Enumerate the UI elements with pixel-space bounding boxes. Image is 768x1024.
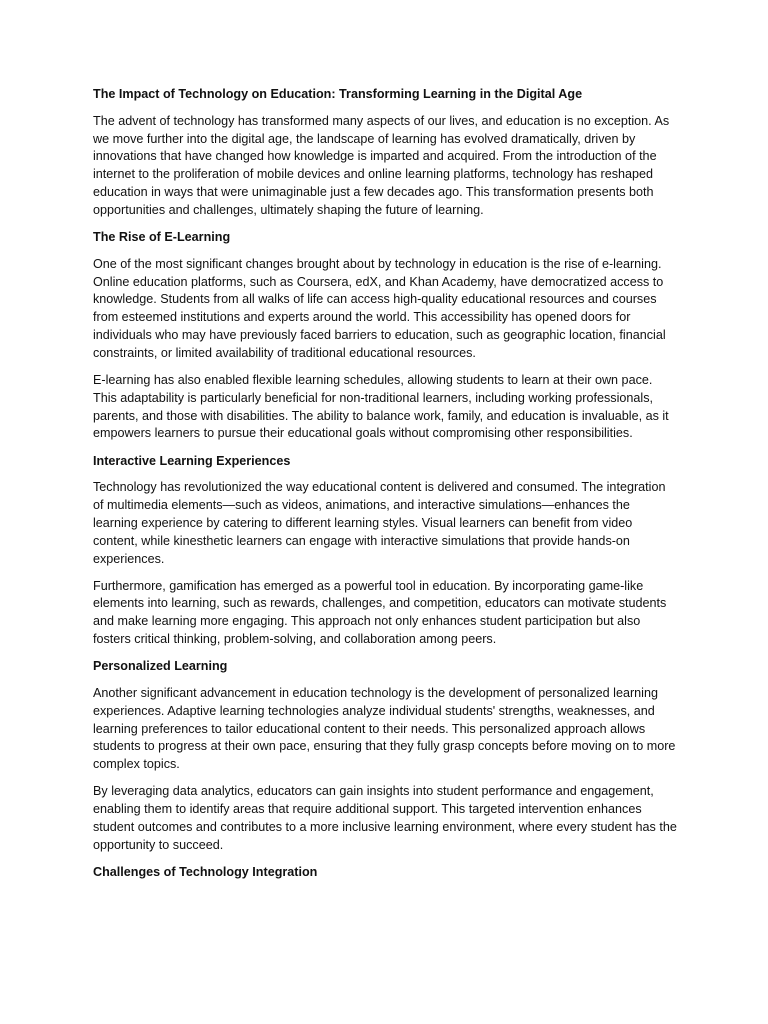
paragraph: E-learning has also enabled flexible learning schedules, allowing students to learn at their own pace. This adaptability is particularly beneficial for non-traditional learners, including working professionals, parents, and those with disabilities. The ability to balance work, family, and education is invaluable, as it empowers learners to pursue their educational goals without compromising other responsibilities. — [93, 372, 669, 441]
section-heading-personalized-learning: Personalized Learning — [93, 659, 228, 674]
paragraph: Another significant advancement in education technology is the development of personalized learning experiences. Adaptive learning technologies analyze individual students' strengths, weaknesses, and learning preferences to tailor educational content to their needs. This personalized approach allows students to progress at their own pace, ensuring that they fully grasp concepts before moving on to more complex topics. — [93, 686, 676, 772]
paragraph: One of the most significant changes brought about by technology in education is the rise of e-learning. Online education platforms, such as Coursera, edX, and Khan Academy, have democratized access to knowledge. Students from all walks of life can access high-quality educational resources and courses from esteemed institutions and experts around the world. This accessibility has opened doors for individuals who may have previously faced barriers to education, such as geographic location, financial constraints, or limited availability of traditional educational resources. — [93, 256, 666, 360]
section-heading-challenges: Challenges of Technology Integration — [93, 865, 318, 880]
document-page — [93, 86, 677, 891]
section-heading-e-learning: The Rise of E-Learning — [93, 229, 231, 244]
section-heading-interactive-learning: Interactive Learning Experiences — [93, 453, 291, 468]
intro-paragraph: The advent of technology has transformed many aspects of our lives, and education is no exception. As we move further into the digital age, the landscape of learning has evolved dramatically, driven by innovations that have changed how knowledge is imparted and acquired. From the introduction of the internet to the proliferation of mobile devices and online learning platforms, technology has reshaped education in ways that were unimaginable just a few decades ago. This transformation presents both opportunities and challenges, ultimately shaping the future of learning. — [93, 113, 670, 217]
paragraph: Technology has revolutionized the way educational content is delivered and consumed. The integration of multimedia elements—such as videos, animations, and interactive simulations—enhances the learning experience by catering to different learning styles. Visual learners can benefit from video content, while kinesthetic learners can engage with interactive simulations that provide hands-on experiences. — [93, 480, 666, 566]
paragraph: Furthermore, gamification has emerged as a powerful tool in education. By incorporating game-like elements into learning, such as rewards, challenges, and competition, educators can motivate students and make learning more engaging. This approach not only enhances student participation but also fosters critical thinking, problem-solving, and collaboration among peers. — [93, 578, 667, 647]
document-title: The Impact of Technology on Education: Transforming Learning in the Digital Age — [93, 87, 583, 101]
paragraph: By leveraging data analytics, educators can gain insights into student performance and engagement, enabling them to identify areas that require additional support. This targeted intervention enhances student outcomes and contributes to a more inclusive learning environment, where every student has the opportunity to succeed. — [93, 784, 677, 852]
